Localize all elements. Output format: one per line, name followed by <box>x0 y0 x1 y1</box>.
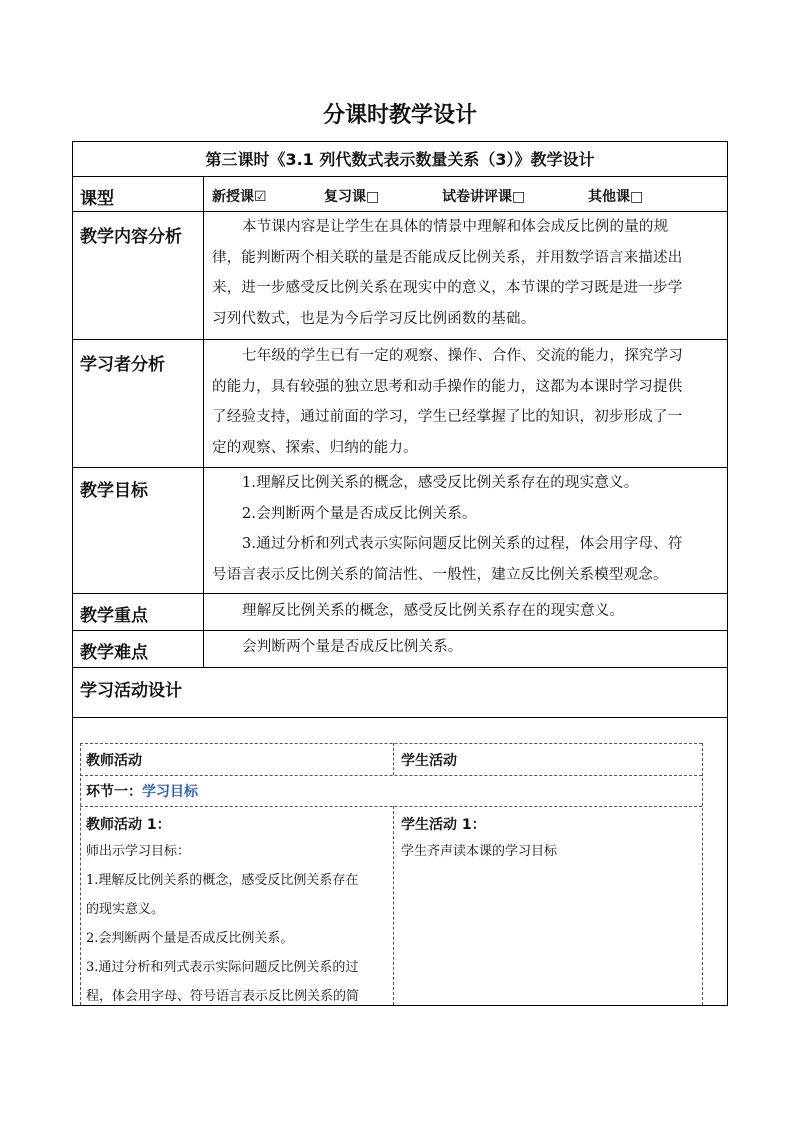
table-line <box>72 667 728 668</box>
section-name: 学习目标 <box>142 784 198 800</box>
learner-analysis-line: 七年级的学生已有一定的观察、操作、合作、交流的能力，探究学习 <box>242 348 683 364</box>
teacher-activity-line: 的现实意义。 <box>86 902 165 917</box>
table-border-left <box>72 141 73 1006</box>
teacher-activity-title: 教师活动 1： <box>86 817 171 833</box>
objective-line: 3.通过分析和列式表示实际问题反比例关系的过程，体会用字母、符 <box>242 536 683 552</box>
teacher-activity-line: 2.会判断两个量是否成反比例关系。 <box>86 931 294 946</box>
table-line <box>72 176 728 177</box>
content-analysis-line: 律，能判断两个相关联的量是否能成反比例关系，并用数学语言来描述出 <box>212 249 683 266</box>
inner-table-border-right <box>702 743 703 1005</box>
teacher-activity-line: 3.通过分析和列式表示实际问题反比例关系的过 <box>86 960 359 975</box>
teacher-activity-content <box>86 837 390 1011</box>
lesson-title: 第三课时《3.1 列代数式表示数量关系（3）》教学设计 <box>205 150 595 169</box>
section-prefix: 环节一： <box>86 784 142 800</box>
learner-analysis-line: 定的观察、探索、归纳的能力。 <box>212 439 418 456</box>
type-option-exam-review: 试卷讲评课□ <box>442 189 526 205</box>
key-point-label: 教学重点 <box>80 606 148 626</box>
difficulty-text: 会判断两个量是否成反比例关系。 <box>242 639 463 655</box>
key-point-text: 理解反比例关系的概念，感受反比例关系存在的现实意义。 <box>242 603 625 619</box>
inner-table-divider <box>393 743 394 775</box>
student-activity-header: 学生活动 <box>401 753 457 769</box>
content-analysis-label: 教学内容分析 <box>80 227 182 247</box>
learner-analysis-line: 了经验支持，通过前面的学习，学生已经掌握了比的知识，初步形成了一 <box>212 409 683 425</box>
table-border-top <box>72 141 728 142</box>
content-analysis-line: 来，进一步感受反比例关系在现实中的意义，本节课的学习既是进一步学 <box>212 280 683 296</box>
section-heading <box>86 781 198 801</box>
content-analysis-text <box>212 212 722 334</box>
inner-table-border-top <box>80 743 702 744</box>
content-analysis-line: 习列代数式，也是为今后学习反比例函数的基础。 <box>212 310 536 327</box>
table-border-right <box>727 141 728 1006</box>
type-option-new: 新授课☑ <box>212 189 267 205</box>
learner-analysis-text <box>212 341 722 463</box>
table-line <box>72 593 728 594</box>
objectives-label: 教学目标 <box>80 481 148 501</box>
objective-line: 2.会判断两个量是否成反比例关系。 <box>242 505 477 522</box>
type-option-other: 其他课□ <box>588 189 644 205</box>
learner-analysis-line: 的能力，具有较强的独立思考和动手操作的能力，这都为本课时学习提供 <box>212 378 683 395</box>
document-title: 分课时教学设计 <box>322 103 477 128</box>
inner-table-line <box>80 775 702 776</box>
teacher-activity-line: 1.理解反比例关系的概念，感受反比例关系存在 <box>86 873 359 888</box>
student-activity-title: 学生活动 1： <box>401 817 486 833</box>
content-analysis-line: 本节课内容是让学生在具体的情景中理解和体会成反比例的量的规 <box>242 219 669 235</box>
teacher-activity-header: 教师活动 <box>86 753 142 769</box>
type-label: 课型 <box>80 189 114 209</box>
table-column-divider <box>203 176 204 667</box>
inner-table-line <box>80 806 702 807</box>
student-activity-content: 学生齐声读本课的学习目标 <box>401 844 558 859</box>
table-line <box>72 717 728 718</box>
activity-design-label: 学习活动设计 <box>80 681 182 701</box>
table-line <box>72 630 728 631</box>
type-option-review: 复习课□ <box>324 189 380 205</box>
difficulty-label: 教学难点 <box>80 643 148 663</box>
teacher-activity-line: 程，体会用字母、符号语言表示反比例关系的简 <box>86 989 360 1004</box>
objectives-text <box>212 468 722 590</box>
table-line <box>72 339 728 340</box>
inner-table-divider <box>393 806 394 1005</box>
objective-line: 1.理解反比例关系的概念，感受反比例关系存在的现实意义。 <box>242 475 639 491</box>
objective-line: 号语言表示反比例关系的简洁性、一般性，建立反比例关系模型观念。 <box>212 566 668 583</box>
teacher-activity-line: 师出示学习目标： <box>86 844 191 859</box>
learner-analysis-label: 学习者分析 <box>80 355 165 375</box>
inner-table-border-left <box>80 743 81 1005</box>
